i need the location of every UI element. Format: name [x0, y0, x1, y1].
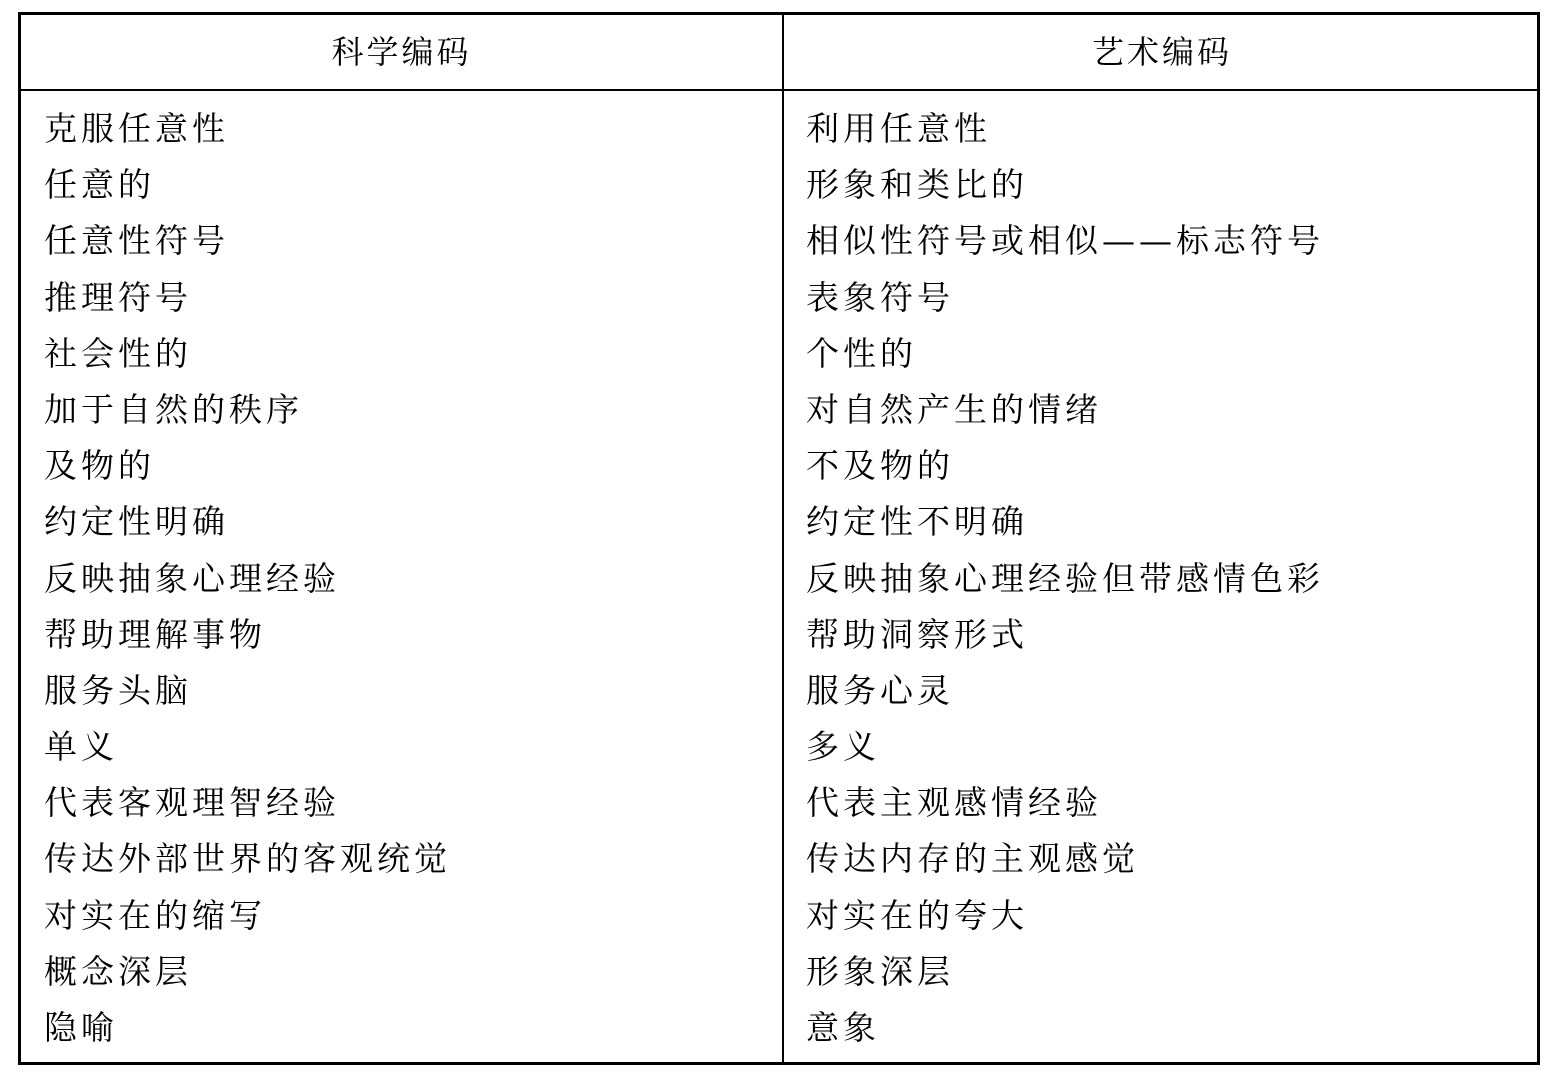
art-coding-cell: 利用任意性 [806, 109, 991, 148]
art-coding-cell: 表象符号 [806, 277, 954, 317]
science-coding-cell: 反映抽象心理经验 [44, 558, 340, 598]
art-coding-cell: 服务心灵 [806, 670, 954, 710]
science-coding-cell: 约定性明确 [44, 502, 229, 542]
header-science-coding: 科学编码 [331, 33, 472, 71]
science-coding-cell: 服务头脑 [44, 670, 192, 710]
science-coding-cell: 任意性符号 [44, 221, 229, 261]
science-coding-cell: 社会性的 [44, 333, 192, 373]
art-coding-cell: 不及物的 [806, 446, 954, 486]
science-coding-cell: 对实在的缩写 [44, 895, 266, 935]
art-coding-cell: 对自然产生的情绪 [806, 389, 1102, 429]
science-coding-cell: 任意的 [44, 165, 155, 205]
science-coding-cell: 单义 [44, 727, 118, 767]
art-coding-cell: 形象深层 [806, 951, 954, 991]
header-art-coding: 艺术编码 [1091, 33, 1232, 71]
art-coding-cell: 意象 [806, 1008, 880, 1047]
art-coding-cell: 形象和类比的 [806, 165, 1028, 205]
column-divider [782, 15, 784, 1062]
science-coding-cell: 概念深层 [44, 951, 192, 991]
science-coding-cell: 推理符号 [44, 277, 192, 317]
science-coding-cell: 克服任意性 [44, 109, 229, 148]
header-rule [21, 89, 1537, 91]
art-coding-cell: 相似性符号或相似——标志符号 [806, 221, 1324, 261]
art-coding-cell: 对实在的夸大 [806, 895, 1028, 935]
science-coding-cell: 帮助理解事物 [44, 614, 266, 654]
art-coding-cell: 传达内存的主观感觉 [806, 839, 1139, 879]
art-coding-cell: 约定性不明确 [806, 502, 1028, 542]
science-coding-cell: 加于自然的秩序 [44, 389, 303, 429]
art-coding-cell: 反映抽象心理经验但带感情色彩 [806, 558, 1324, 598]
science-coding-cell: 代表客观理智经验 [44, 783, 340, 823]
art-coding-cell: 帮助洞察形式 [806, 614, 1028, 654]
art-coding-cell: 代表主观感情经验 [806, 783, 1102, 823]
science-coding-cell: 及物的 [44, 446, 155, 486]
science-coding-column [44, 101, 764, 1056]
art-coding-cell: 多义 [806, 727, 880, 767]
science-coding-cell: 传达外部世界的客观统觉 [44, 839, 451, 879]
art-coding-column [806, 101, 1526, 1056]
art-coding-cell: 个性的 [806, 333, 917, 373]
science-coding-cell: 隐喻 [44, 1008, 118, 1047]
comparison-table [18, 12, 1540, 1065]
